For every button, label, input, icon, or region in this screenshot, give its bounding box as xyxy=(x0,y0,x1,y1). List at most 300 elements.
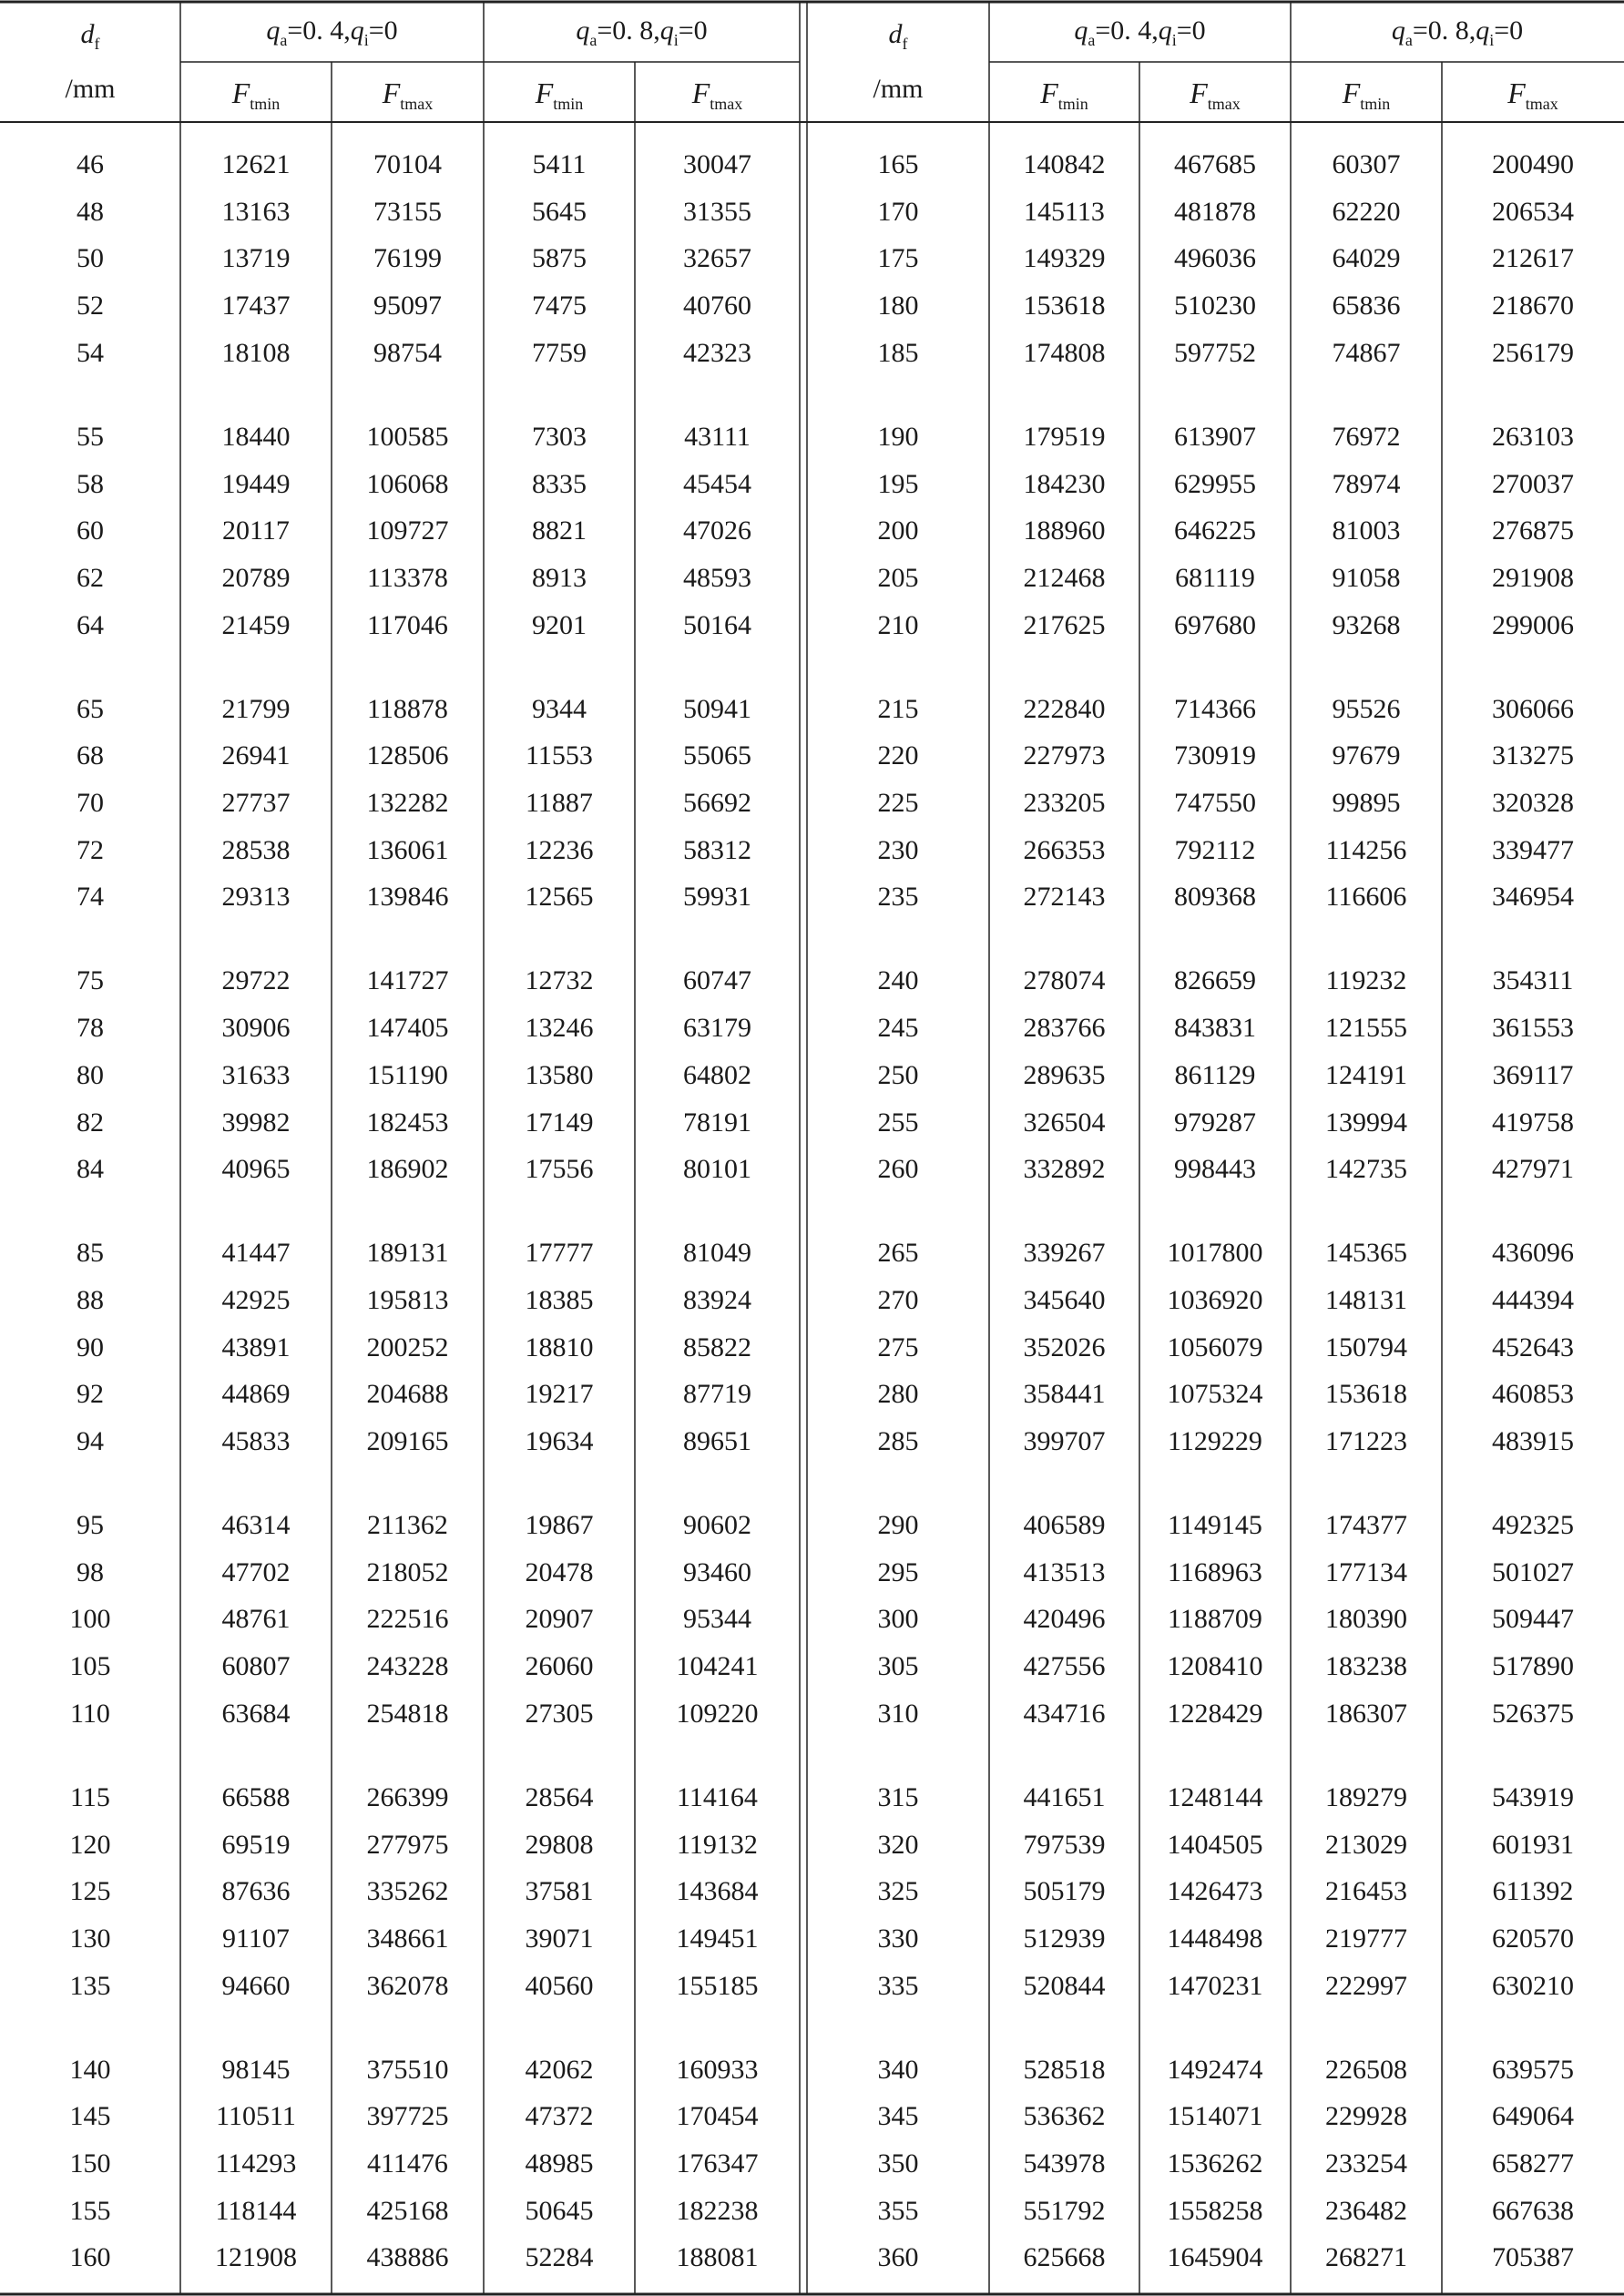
right-ftmin-g1-cell: 434716 xyxy=(1023,1698,1106,1729)
right-ftmax-g1-cell: 510230 xyxy=(1174,291,1256,321)
right-ftmin-g1-cell: 153618 xyxy=(1023,291,1106,321)
right-df-cell: 260 xyxy=(877,1154,919,1185)
right-ftmin-g1-cell: 339267 xyxy=(1023,1238,1106,1269)
left-ftmin-g1-cell: 39982 xyxy=(221,1107,291,1138)
left-ftmax-g2-cell: 50941 xyxy=(683,693,751,724)
right-ftmax-g2-cell: 218670 xyxy=(1492,291,1574,321)
left-ftmin-g1-cell: 29722 xyxy=(221,965,291,996)
left-ftmin-g2-cell: 17149 xyxy=(525,1107,594,1138)
left-ftmax-g1-cell: 362078 xyxy=(366,1970,449,2001)
left-ftmax-g2-cell: 59931 xyxy=(683,882,751,913)
left-df-cell: 54 xyxy=(77,337,104,368)
right-ftmin-g1-cell: 536362 xyxy=(1023,2101,1106,2132)
left-df-cell: 110 xyxy=(70,1698,110,1729)
left-df-cell: 85 xyxy=(77,1238,104,1269)
right-df-cell: 280 xyxy=(877,1379,919,1410)
left-ftmin-g1-cell: 66588 xyxy=(221,1781,291,1812)
right-ftmin-g1-cell: 212468 xyxy=(1023,562,1106,593)
left-ftmax-g2-cell: 55065 xyxy=(683,740,751,771)
right-ftmin-g1-cell: 222840 xyxy=(1023,693,1106,724)
right-ftmax-g2-cell: 339477 xyxy=(1492,834,1574,865)
right-ftmax-g1-cell: 1536262 xyxy=(1167,2148,1263,2179)
right-ftmax-g1-cell: 1426473 xyxy=(1167,1876,1263,1907)
left-ftmin-g2-cell: 9344 xyxy=(532,693,587,724)
right-ftmax-g1-cell: 1492474 xyxy=(1167,2054,1263,2085)
group1-header-right: $q_a=0$. $4,q_i=0$ xyxy=(1074,15,1206,49)
right-ftmax-g1-cell: 613907 xyxy=(1174,421,1256,452)
right-df-cell: 290 xyxy=(877,1510,919,1540)
left-df-cell: 125 xyxy=(69,1876,111,1907)
left-ftmin-g1-cell: 60807 xyxy=(221,1651,291,1682)
right-ftmin-g2-cell: 216453 xyxy=(1325,1876,1407,1907)
right-ftmin-g2-cell: 236482 xyxy=(1325,2195,1407,2226)
right-ftmax-g1-cell: 681119 xyxy=(1175,562,1255,593)
right-df-cell: 350 xyxy=(877,2148,919,2179)
left-ftmax-g2-cell: 32657 xyxy=(683,243,751,274)
right-ftmax-g2-cell: 369117 xyxy=(1492,1059,1574,1090)
right-df-cell: 295 xyxy=(877,1556,919,1587)
left-ftmax-g1-cell: 411476 xyxy=(367,2148,448,2179)
left-ftmin-g2-cell: 40560 xyxy=(525,1970,594,2001)
right-ftmax-g2-cell: 611392 xyxy=(1492,1876,1574,1907)
right-ftmax-g1-cell: 1036920 xyxy=(1167,1284,1263,1315)
left-ftmax-g1-cell: 195813 xyxy=(366,1284,449,1315)
left-ftmin-g1-cell: 26941 xyxy=(221,740,291,771)
right-ftmin-g1-cell: 217625 xyxy=(1023,609,1106,640)
left-ftmin-g1-cell: 27737 xyxy=(221,788,291,818)
left-ftmax-g2-cell: 87719 xyxy=(683,1379,751,1410)
right-ftmin-g2-cell: 177134 xyxy=(1325,1556,1407,1587)
left-df-cell: 75 xyxy=(77,965,104,996)
left-ftmax-g1-cell: 200252 xyxy=(366,1332,449,1362)
left-ftmax-g1-cell: 186902 xyxy=(366,1154,449,1185)
right-ftmax-g1-cell: 792112 xyxy=(1174,834,1256,865)
left-ftmin-g2-cell: 19217 xyxy=(525,1379,594,1410)
right-ftmin-g2-cell: 233254 xyxy=(1325,2148,1407,2179)
left-ftmax-g2-cell: 31355 xyxy=(683,196,751,227)
left-ftmin-g1-cell: 21459 xyxy=(221,609,291,640)
left-df-cell: 74 xyxy=(77,882,104,913)
right-ftmin-g2-cell: 145365 xyxy=(1325,1238,1407,1269)
left-ftmax-g1-cell: 132282 xyxy=(366,788,449,818)
right-ftmin-g1-cell: 188960 xyxy=(1023,515,1106,546)
left-ftmax-g2-cell: 155185 xyxy=(676,1970,759,2001)
right-df-cell: 275 xyxy=(877,1332,919,1362)
left-ftmin-g1-cell: 30906 xyxy=(221,1013,291,1044)
ftmax-header-g2-right: $F_{tmax}$ xyxy=(1507,77,1558,113)
right-ftmax-g1-cell: 1248144 xyxy=(1167,1781,1263,1812)
left-ftmax-g1-cell: 218052 xyxy=(366,1556,449,1587)
left-ftmax-g1-cell: 128506 xyxy=(366,740,449,771)
left-ftmin-g1-cell: 44869 xyxy=(221,1379,291,1410)
right-ftmax-g2-cell: 526375 xyxy=(1492,1698,1574,1729)
right-df-cell: 190 xyxy=(877,421,919,452)
right-ftmin-g2-cell: 60307 xyxy=(1332,149,1401,179)
right-ftmin-g2-cell: 91058 xyxy=(1332,562,1401,593)
left-ftmin-g2-cell: 7303 xyxy=(532,421,587,452)
left-ftmin-g2-cell: 17777 xyxy=(525,1238,594,1269)
right-ftmax-g2-cell: 212617 xyxy=(1492,243,1574,274)
left-ftmax-g2-cell: 170454 xyxy=(676,2101,759,2132)
left-df-cell: 94 xyxy=(77,1426,104,1456)
left-ftmax-g1-cell: 335262 xyxy=(366,1876,449,1907)
left-ftmin-g2-cell: 17556 xyxy=(525,1154,594,1185)
left-ftmin-g2-cell: 27305 xyxy=(525,1698,594,1729)
left-ftmin-g2-cell: 18810 xyxy=(525,1332,594,1362)
right-ftmax-g1-cell: 467685 xyxy=(1174,149,1256,179)
left-ftmax-g2-cell: 45454 xyxy=(683,468,751,499)
right-ftmax-g2-cell: 427971 xyxy=(1492,1154,1574,1185)
right-ftmin-g1-cell: 528518 xyxy=(1023,2054,1106,2085)
left-df-cell: 68 xyxy=(77,740,104,771)
left-ftmin-g2-cell: 12236 xyxy=(525,834,594,865)
left-ftmin-g1-cell: 28538 xyxy=(221,834,291,865)
left-df-cell: 84 xyxy=(77,1154,104,1185)
right-ftmin-g2-cell: 219777 xyxy=(1325,1923,1407,1954)
left-ftmin-g2-cell: 19867 xyxy=(525,1510,594,1540)
right-ftmax-g1-cell: 826659 xyxy=(1174,965,1256,996)
right-df-cell: 170 xyxy=(877,196,919,227)
right-df-cell: 320 xyxy=(877,1829,919,1860)
left-ftmin-g1-cell: 87636 xyxy=(221,1876,291,1907)
right-ftmax-g1-cell: 1404505 xyxy=(1167,1829,1263,1860)
left-ftmin-g2-cell: 13580 xyxy=(525,1059,594,1090)
left-df-cell: 48 xyxy=(77,196,104,227)
right-df-cell: 205 xyxy=(877,562,919,593)
right-ftmax-g2-cell: 200490 xyxy=(1492,149,1574,179)
left-df-cell: 150 xyxy=(69,2148,111,2179)
left-df-cell: 120 xyxy=(69,1829,111,1860)
left-ftmax-g1-cell: 254818 xyxy=(366,1698,449,1729)
left-ftmax-g2-cell: 160933 xyxy=(676,2054,759,2085)
right-ftmin-g2-cell: 65836 xyxy=(1332,291,1401,321)
left-df-cell: 50 xyxy=(77,243,104,274)
right-df-cell: 270 xyxy=(877,1284,919,1315)
right-df-cell: 305 xyxy=(877,1651,919,1682)
left-ftmin-g2-cell: 8821 xyxy=(532,515,587,546)
right-ftmin-g1-cell: 399707 xyxy=(1023,1426,1106,1456)
right-ftmin-g1-cell: 427556 xyxy=(1023,1651,1106,1682)
right-ftmin-g1-cell: 520844 xyxy=(1023,1970,1106,2001)
ftmin-header-g1-right: $F_{tmin}$ xyxy=(1040,77,1088,113)
left-ftmin-g2-cell: 11553 xyxy=(526,740,593,771)
right-ftmin-g1-cell: 145113 xyxy=(1024,196,1105,227)
right-ftmax-g2-cell: 483915 xyxy=(1492,1426,1574,1456)
left-ftmin-g1-cell: 46314 xyxy=(221,1510,291,1540)
df-unit-right: /mm xyxy=(873,74,924,104)
right-ftmax-g1-cell: 1645904 xyxy=(1167,2242,1263,2273)
right-ftmin-g2-cell: 150794 xyxy=(1325,1332,1407,1362)
left-ftmin-g2-cell: 20478 xyxy=(525,1556,594,1587)
left-ftmax-g2-cell: 50164 xyxy=(683,609,751,640)
left-ftmax-g1-cell: 204688 xyxy=(366,1379,449,1410)
right-ftmin-g1-cell: 797539 xyxy=(1023,1829,1106,1860)
left-df-cell: 62 xyxy=(77,562,104,593)
left-ftmin-g2-cell: 52284 xyxy=(525,2242,594,2273)
right-ftmin-g1-cell: 283766 xyxy=(1023,1013,1106,1044)
left-ftmax-g1-cell: 222516 xyxy=(366,1604,449,1635)
right-ftmin-g2-cell: 121555 xyxy=(1325,1013,1407,1044)
left-df-cell: 105 xyxy=(69,1651,111,1682)
right-ftmin-g1-cell: 551792 xyxy=(1023,2195,1106,2226)
right-ftmin-g2-cell: 171223 xyxy=(1325,1426,1407,1456)
right-ftmax-g2-cell: 320328 xyxy=(1492,788,1574,818)
left-ftmin-g2-cell: 13246 xyxy=(525,1013,594,1044)
right-ftmax-g2-cell: 452643 xyxy=(1492,1332,1574,1362)
right-ftmax-g2-cell: 313275 xyxy=(1492,740,1574,771)
right-ftmax-g1-cell: 1075324 xyxy=(1167,1379,1263,1410)
right-ftmax-g1-cell: 1558258 xyxy=(1167,2195,1263,2226)
left-ftmax-g2-cell: 42323 xyxy=(683,337,751,368)
right-df-cell: 230 xyxy=(877,834,919,865)
left-ftmin-g1-cell: 91107 xyxy=(222,1923,290,1954)
right-ftmax-g2-cell: 263103 xyxy=(1492,421,1574,452)
left-ftmax-g1-cell: 397725 xyxy=(366,2101,449,2132)
left-ftmin-g2-cell: 5875 xyxy=(532,243,587,274)
right-ftmin-g1-cell: 420496 xyxy=(1023,1604,1106,1635)
left-ftmax-g1-cell: 70104 xyxy=(373,149,442,179)
right-ftmax-g2-cell: 543919 xyxy=(1492,1781,1574,1812)
right-ftmin-g1-cell: 149329 xyxy=(1023,243,1106,274)
left-ftmax-g1-cell: 425168 xyxy=(366,2195,449,2226)
left-df-cell: 98 xyxy=(77,1556,104,1587)
right-ftmax-g2-cell: 276875 xyxy=(1492,515,1574,546)
right-ftmax-g2-cell: 306066 xyxy=(1492,693,1574,724)
group2-header-left: $q_a=0$. $8,q_i=0$ xyxy=(576,15,708,49)
left-ftmax-g2-cell: 56692 xyxy=(683,788,751,818)
left-ftmax-g2-cell: 149451 xyxy=(676,1923,759,1954)
right-ftmax-g1-cell: 809368 xyxy=(1174,882,1256,913)
right-ftmax-g2-cell: 270037 xyxy=(1492,468,1574,499)
left-ftmax-g2-cell: 188081 xyxy=(676,2242,759,2273)
right-ftmax-g2-cell: 444394 xyxy=(1492,1284,1574,1315)
left-ftmax-g1-cell: 211362 xyxy=(367,1510,448,1540)
df-unit-left: /mm xyxy=(65,74,116,104)
right-df-cell: 240 xyxy=(877,965,919,996)
left-ftmax-g2-cell: 30047 xyxy=(683,149,751,179)
right-df-cell: 325 xyxy=(877,1876,919,1907)
right-ftmin-g2-cell: 213029 xyxy=(1325,1829,1407,1860)
right-df-cell: 220 xyxy=(877,740,919,771)
right-ftmin-g1-cell: 272143 xyxy=(1023,882,1106,913)
left-ftmax-g1-cell: 438886 xyxy=(366,2242,449,2273)
left-ftmin-g2-cell: 11887 xyxy=(526,788,593,818)
right-df-cell: 185 xyxy=(877,337,919,368)
left-ftmax-g1-cell: 106068 xyxy=(366,468,449,499)
right-ftmin-g1-cell: 345640 xyxy=(1023,1284,1106,1315)
left-df-cell: 140 xyxy=(69,2054,111,2085)
right-ftmax-g2-cell: 620570 xyxy=(1492,1923,1574,1954)
df-header-right: $d_f$ xyxy=(888,19,908,53)
left-df-cell: 160 xyxy=(69,2242,111,2273)
right-ftmax-g2-cell: 705387 xyxy=(1492,2242,1574,2273)
left-ftmax-g2-cell: 64802 xyxy=(683,1059,751,1090)
right-ftmin-g2-cell: 183238 xyxy=(1325,1651,1407,1682)
right-df-cell: 255 xyxy=(877,1107,919,1138)
right-df-cell: 180 xyxy=(877,291,919,321)
right-ftmax-g2-cell: 639575 xyxy=(1492,2054,1574,2085)
right-ftmax-g1-cell: 597752 xyxy=(1174,337,1256,368)
left-ftmax-g1-cell: 95097 xyxy=(373,291,442,321)
left-ftmin-g2-cell: 26060 xyxy=(525,1651,594,1682)
left-ftmax-g1-cell: 348661 xyxy=(366,1923,449,1954)
right-ftmax-g1-cell: 1448498 xyxy=(1167,1923,1263,1954)
right-ftmin-g1-cell: 184230 xyxy=(1023,468,1106,499)
left-ftmax-g1-cell: 100585 xyxy=(366,421,449,452)
right-ftmin-g1-cell: 233205 xyxy=(1023,788,1106,818)
right-ftmin-g2-cell: 78974 xyxy=(1332,468,1401,499)
right-ftmin-g1-cell: 266353 xyxy=(1023,834,1106,865)
left-ftmin-g2-cell: 20907 xyxy=(525,1604,594,1635)
right-ftmin-g2-cell: 226508 xyxy=(1325,2054,1407,2085)
right-ftmin-g2-cell: 114256 xyxy=(1325,834,1407,865)
right-ftmin-g2-cell: 186307 xyxy=(1325,1698,1407,1729)
left-ftmin-g1-cell: 41447 xyxy=(221,1238,291,1269)
group1-header-left: $q_a=0$. $4,q_i=0$ xyxy=(266,15,398,49)
right-ftmin-g2-cell: 76972 xyxy=(1332,421,1401,452)
right-df-cell: 345 xyxy=(877,2101,919,2132)
group2-header-right: $q_a=0$. $8,q_i=0$ xyxy=(1391,15,1524,49)
right-ftmax-g1-cell: 1228429 xyxy=(1167,1698,1263,1729)
left-ftmin-g1-cell: 13719 xyxy=(221,243,291,274)
left-df-cell: 100 xyxy=(69,1604,111,1635)
right-ftmax-g2-cell: 509447 xyxy=(1492,1604,1574,1635)
left-ftmax-g1-cell: 136061 xyxy=(366,834,449,865)
left-ftmax-g1-cell: 139846 xyxy=(366,882,449,913)
left-df-cell: 70 xyxy=(77,788,104,818)
right-ftmax-g2-cell: 501027 xyxy=(1492,1556,1574,1587)
left-ftmin-g1-cell: 110511 xyxy=(216,2101,296,2132)
left-ftmin-g1-cell: 13163 xyxy=(221,196,291,227)
right-ftmax-g1-cell: 481878 xyxy=(1174,196,1256,227)
left-df-cell: 78 xyxy=(77,1013,104,1044)
right-ftmin-g2-cell: 124191 xyxy=(1325,1059,1407,1090)
right-ftmax-g1-cell: 843831 xyxy=(1174,1013,1256,1044)
left-ftmax-g1-cell: 277975 xyxy=(366,1829,449,1860)
right-ftmax-g1-cell: 1514071 xyxy=(1167,2101,1263,2132)
right-ftmax-g2-cell: 658277 xyxy=(1492,2148,1574,2179)
left-df-cell: 52 xyxy=(77,291,104,321)
left-ftmax-g2-cell: 95344 xyxy=(683,1604,751,1635)
left-ftmax-g2-cell: 47026 xyxy=(683,515,751,546)
right-df-cell: 300 xyxy=(877,1604,919,1635)
right-ftmax-g2-cell: 291908 xyxy=(1492,562,1574,593)
right-df-cell: 340 xyxy=(877,2054,919,2085)
left-ftmin-g1-cell: 12621 xyxy=(221,149,291,179)
right-ftmin-g1-cell: 278074 xyxy=(1023,965,1106,996)
right-ftmax-g2-cell: 436096 xyxy=(1492,1238,1574,1269)
ftmin-header-g1-left: $F_{tmin}$ xyxy=(231,77,281,113)
right-ftmin-g2-cell: 81003 xyxy=(1332,515,1401,546)
right-ftmax-g1-cell: 697680 xyxy=(1174,609,1256,640)
left-ftmin-g1-cell: 114293 xyxy=(215,2148,297,2179)
left-df-cell: 145 xyxy=(69,2101,111,2132)
left-ftmax-g1-cell: 151190 xyxy=(367,1059,448,1090)
ftmin-header-g2-left: $F_{tmin}$ xyxy=(535,77,584,113)
left-ftmax-g1-cell: 209165 xyxy=(366,1426,449,1456)
left-ftmin-g1-cell: 18440 xyxy=(221,421,291,452)
left-ftmin-g1-cell: 69519 xyxy=(221,1829,291,1860)
left-ftmin-g1-cell: 29313 xyxy=(221,882,291,913)
left-ftmin-g2-cell: 47372 xyxy=(525,2101,594,2132)
left-df-cell: 92 xyxy=(77,1379,104,1410)
right-df-cell: 235 xyxy=(877,882,919,913)
left-ftmax-g1-cell: 147405 xyxy=(366,1013,449,1044)
right-ftmax-g1-cell: 1017800 xyxy=(1167,1238,1263,1269)
right-ftmax-g1-cell: 979287 xyxy=(1174,1107,1256,1138)
right-ftmax-g1-cell: 730919 xyxy=(1174,740,1256,771)
right-ftmax-g2-cell: 299006 xyxy=(1492,609,1574,640)
left-ftmax-g2-cell: 114164 xyxy=(677,1781,758,1812)
right-ftmax-g1-cell: 1149145 xyxy=(1168,1510,1262,1540)
left-ftmax-g1-cell: 141727 xyxy=(366,965,449,996)
right-ftmax-g1-cell: 1129229 xyxy=(1168,1426,1262,1456)
right-ftmin-g2-cell: 93268 xyxy=(1332,609,1401,640)
right-df-cell: 265 xyxy=(877,1238,919,1269)
right-ftmin-g1-cell: 358441 xyxy=(1023,1379,1106,1410)
right-df-cell: 200 xyxy=(877,515,919,546)
left-ftmax-g1-cell: 113378 xyxy=(367,562,448,593)
right-ftmin-g1-cell: 179519 xyxy=(1023,421,1106,452)
left-ftmax-g2-cell: 143684 xyxy=(676,1876,759,1907)
left-ftmin-g1-cell: 94660 xyxy=(221,1970,291,2001)
left-ftmin-g1-cell: 63684 xyxy=(221,1698,291,1729)
right-ftmin-g1-cell: 625668 xyxy=(1023,2242,1106,2273)
df-header-left: $d_f$ xyxy=(80,19,100,53)
right-ftmax-g2-cell: 206534 xyxy=(1492,196,1574,227)
left-ftmin-g1-cell: 118144 xyxy=(215,2195,297,2226)
left-ftmin-g1-cell: 43891 xyxy=(221,1332,291,1362)
right-ftmin-g1-cell: 289635 xyxy=(1023,1059,1106,1090)
right-ftmin-g1-cell: 543978 xyxy=(1023,2148,1106,2179)
left-ftmax-g2-cell: 63179 xyxy=(683,1013,751,1044)
right-df-cell: 165 xyxy=(877,149,919,179)
left-ftmax-g2-cell: 43111 xyxy=(684,421,751,452)
right-df-cell: 355 xyxy=(877,2195,919,2226)
left-ftmin-g1-cell: 18108 xyxy=(221,337,291,368)
right-df-cell: 210 xyxy=(877,609,919,640)
left-ftmax-g2-cell: 60747 xyxy=(683,965,751,996)
left-df-cell: 88 xyxy=(77,1284,104,1315)
left-ftmin-g2-cell: 48985 xyxy=(525,2148,594,2179)
right-ftmin-g2-cell: 180390 xyxy=(1325,1604,1407,1635)
left-ftmin-g2-cell: 8335 xyxy=(532,468,587,499)
right-df-cell: 225 xyxy=(877,788,919,818)
left-ftmin-g2-cell: 5411 xyxy=(532,149,587,179)
left-ftmax-g1-cell: 76199 xyxy=(373,243,442,274)
right-ftmin-g2-cell: 74867 xyxy=(1332,337,1401,368)
left-df-cell: 90 xyxy=(77,1332,104,1362)
left-ftmin-g1-cell: 31633 xyxy=(221,1059,291,1090)
left-ftmax-g1-cell: 73155 xyxy=(373,196,442,227)
right-ftmin-g1-cell: 406589 xyxy=(1023,1510,1106,1540)
right-ftmin-g1-cell: 505179 xyxy=(1023,1876,1106,1907)
left-ftmax-g1-cell: 117046 xyxy=(367,609,448,640)
left-ftmax-g2-cell: 104241 xyxy=(676,1651,759,1682)
left-df-cell: 72 xyxy=(77,834,104,865)
left-ftmin-g1-cell: 42925 xyxy=(221,1284,291,1315)
right-ftmax-g1-cell: 1168963 xyxy=(1168,1556,1262,1587)
ftmax-header-g2-left: $F_{tmax}$ xyxy=(691,77,743,113)
left-ftmin-g1-cell: 98145 xyxy=(221,2054,291,2085)
right-ftmax-g1-cell: 496036 xyxy=(1174,243,1256,274)
right-ftmin-g1-cell: 332892 xyxy=(1023,1154,1106,1185)
left-ftmin-g1-cell: 21799 xyxy=(221,693,291,724)
right-ftmin-g1-cell: 512939 xyxy=(1023,1923,1106,1954)
left-df-cell: 95 xyxy=(77,1510,104,1540)
right-ftmax-g2-cell: 492325 xyxy=(1492,1510,1574,1540)
right-ftmin-g1-cell: 174808 xyxy=(1023,337,1106,368)
